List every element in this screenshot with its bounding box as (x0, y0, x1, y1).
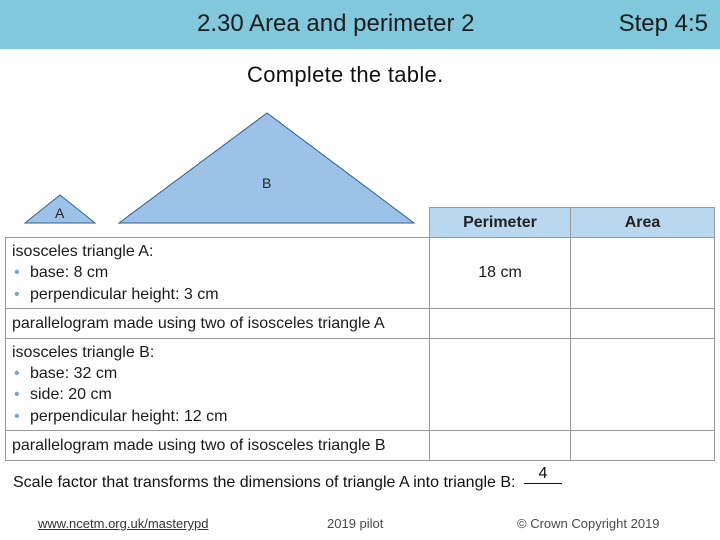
bullet-item: • side: 20 cm (12, 384, 423, 406)
table-row (6, 238, 715, 309)
table-row (6, 339, 715, 431)
row-title: isosceles triangle A: (12, 243, 154, 260)
area-cell[interactable] (571, 238, 715, 309)
row-title: isosceles triangle B: (12, 343, 155, 361)
row-description (6, 339, 430, 431)
triangle-a-label: A (55, 205, 65, 221)
page-title: 2.30 Area and perimeter 2 (197, 10, 475, 37)
triangles-figure (0, 0, 720, 240)
perimeter-cell[interactable] (430, 339, 571, 431)
row-description (6, 238, 430, 309)
triangle-b-label: B (262, 175, 272, 191)
perimeter-cell[interactable] (430, 309, 571, 339)
instruction-text: Complete the table. (247, 62, 444, 87)
step-indicator: Step 4:5 (618, 10, 708, 37)
scale-factor-answer[interactable]: 4 (524, 465, 562, 484)
bullet-item: • perpendicular height: 3 cm (12, 284, 423, 306)
area-cell[interactable] (571, 431, 715, 461)
area-cell[interactable] (571, 339, 715, 431)
bullet-item: • base: 32 cm (12, 363, 423, 385)
scale-factor-text: Scale factor that transforms the dimensions of triangle A into triangle B: (13, 474, 516, 491)
table-row (6, 431, 715, 461)
footer-copyright: © Crown Copyright 2019 (517, 516, 660, 531)
row-description: parallelogram made using two of isosceles triangle B (6, 431, 430, 461)
table-header-blank (6, 208, 430, 238)
area-perimeter-table (5, 207, 715, 461)
scale-factor-line (13, 465, 562, 493)
footer-link[interactable]: www.ncetm.org.uk/masterypd (38, 516, 209, 531)
perimeter-cell[interactable] (430, 431, 571, 461)
area-cell[interactable] (571, 309, 715, 339)
table-header-row (6, 208, 715, 238)
bullet-item: • perpendicular height: 12 cm (12, 406, 423, 428)
perimeter-header: Perimeter (430, 208, 571, 238)
row-description: parallelogram made using two of isosceles triangle A (6, 309, 430, 339)
perimeter-cell[interactable]: 18 cm (430, 238, 571, 309)
table-row (6, 309, 715, 339)
bullet-item: • base: 8 cm (12, 262, 423, 284)
area-header: Area (571, 208, 715, 238)
footer-pilot: 2019 pilot (327, 516, 384, 531)
